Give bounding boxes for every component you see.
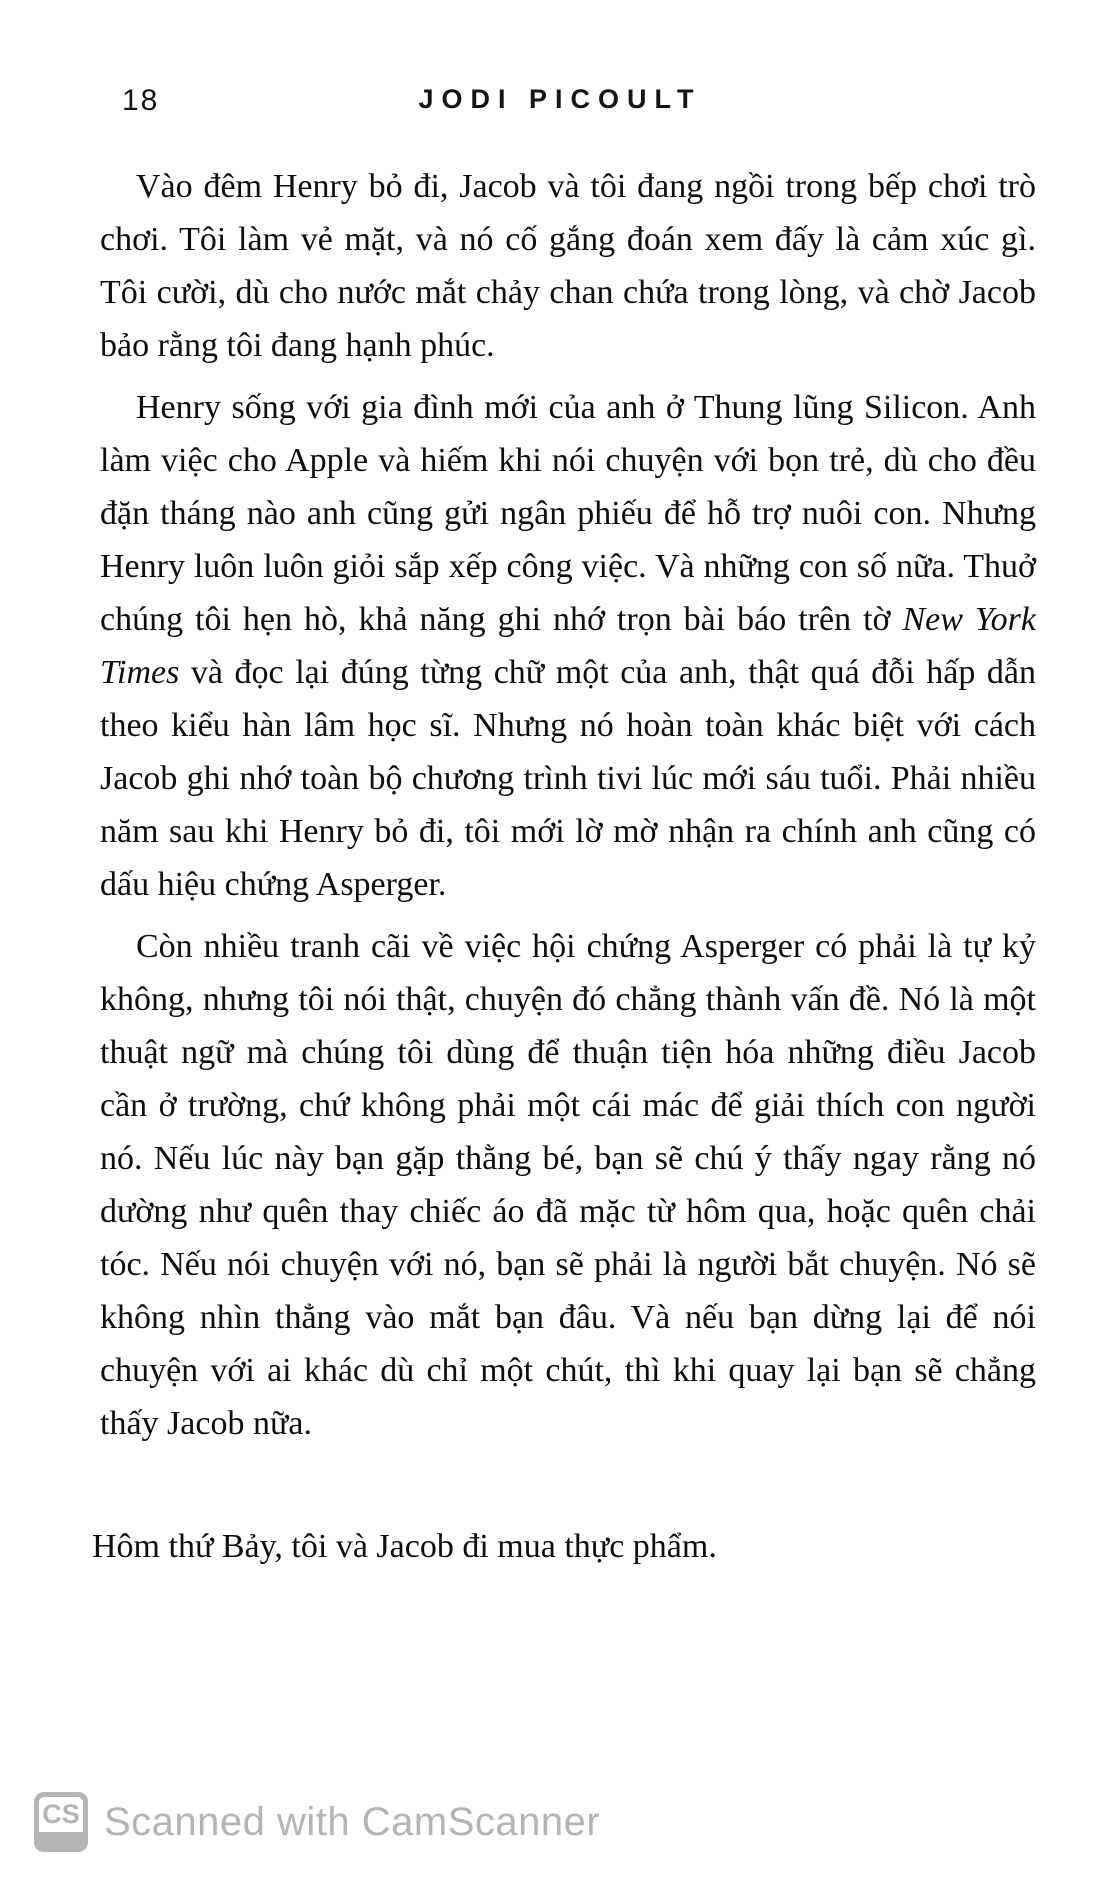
watermark-text: Scanned with CamScanner: [104, 1799, 601, 1844]
newspaper-title-italic: New York Times: [100, 601, 1036, 691]
paragraph-henry-silicon-valley: [100, 381, 1036, 911]
paragraph-scene-break-saturday: Hôm thứ Bảy, tôi và Jacob đi mua thực phẩm.: [92, 1528, 717, 1565]
paragraph-henry-text-after: và đọc lại đúng từng chữ một của anh, thật quá đỗi hấp dẫn theo kiểu hàn lâm học sĩ. Nhưng nó hoàn toàn khác biệt với cách Jacob ghi nhớ toàn bộ chương trình tivi lúc mới sáu tuổi. Phải nhiều năm sau khi Henry bỏ đi, tôi mới lờ mờ nhận ra chính anh cũng có dấu hiệu chứng Asperger.: [100, 654, 1036, 903]
camscanner-logo-icon: [34, 1792, 88, 1852]
paragraph-henry-text-before: Henry sống với gia đình mới của anh ở Thung lũng Silicon. Anh làm việc cho Apple và hiếm khi nói chuyện với bọn trẻ, dù cho đều đặn tháng nào anh cũng gửi ngân phiếu để hỗ trợ nuôi con. Nhưng Henry luôn luôn giỏi sắp xếp công việc. Và những con số nữa. Thuở chúng tôi hẹn hò, khả năng ghi nhớ trọn bài báo trên tờ: [100, 389, 1036, 638]
paragraph-kitchen-game: Vào đêm Henry bỏ đi, Jacob và tôi đang ngồi trong bếp chơi trò chơi. Tôi làm vẻ mặt, và nó cố gắng đoán xem đấy là cảm xúc gì. Tôi cười, dù cho nước mắt chảy chan chứa trong lòng, và chờ Jacob bảo rằng tôi đang hạnh phúc.: [100, 168, 1036, 364]
body-text: [92, 160, 1036, 1573]
paragraph-asperger-debate: Còn nhiều tranh cãi về việc hội chứng Asperger có phải là tự kỷ không, nhưng tôi nói thật, chuyện đó chẳng thành vấn đề. Nó là một thuật ngữ mà chúng tôi dùng để thuận tiện hóa những điều Jacob cần ở trường, chứ không phải một cái mác để giải thích con người nó. Nếu lúc này bạn gặp thằng bé, bạn sẽ chú ý thấy ngay rằng nó dường như quên thay chiếc áo đã mặc từ hôm qua, hoặc quên chải tóc. Nếu nói chuyện với nó, bạn sẽ phải là người bắt chuyện. Nó sẽ không nhìn thẳng vào mắt bạn đâu. Và nếu bạn dừng lại để nói chuyện với ai khác dù chỉ một chút, thì khi quay lại bạn sẽ chẳng thấy Jacob nữa.: [100, 928, 1036, 1442]
page-number: 18: [122, 84, 160, 117]
camscanner-logo-letters: CS: [42, 1799, 80, 1829]
camscanner-logo-bar: [39, 1832, 83, 1847]
running-header-author: JODI PICOULT: [418, 84, 702, 114]
camscanner-watermark: [34, 1792, 600, 1852]
